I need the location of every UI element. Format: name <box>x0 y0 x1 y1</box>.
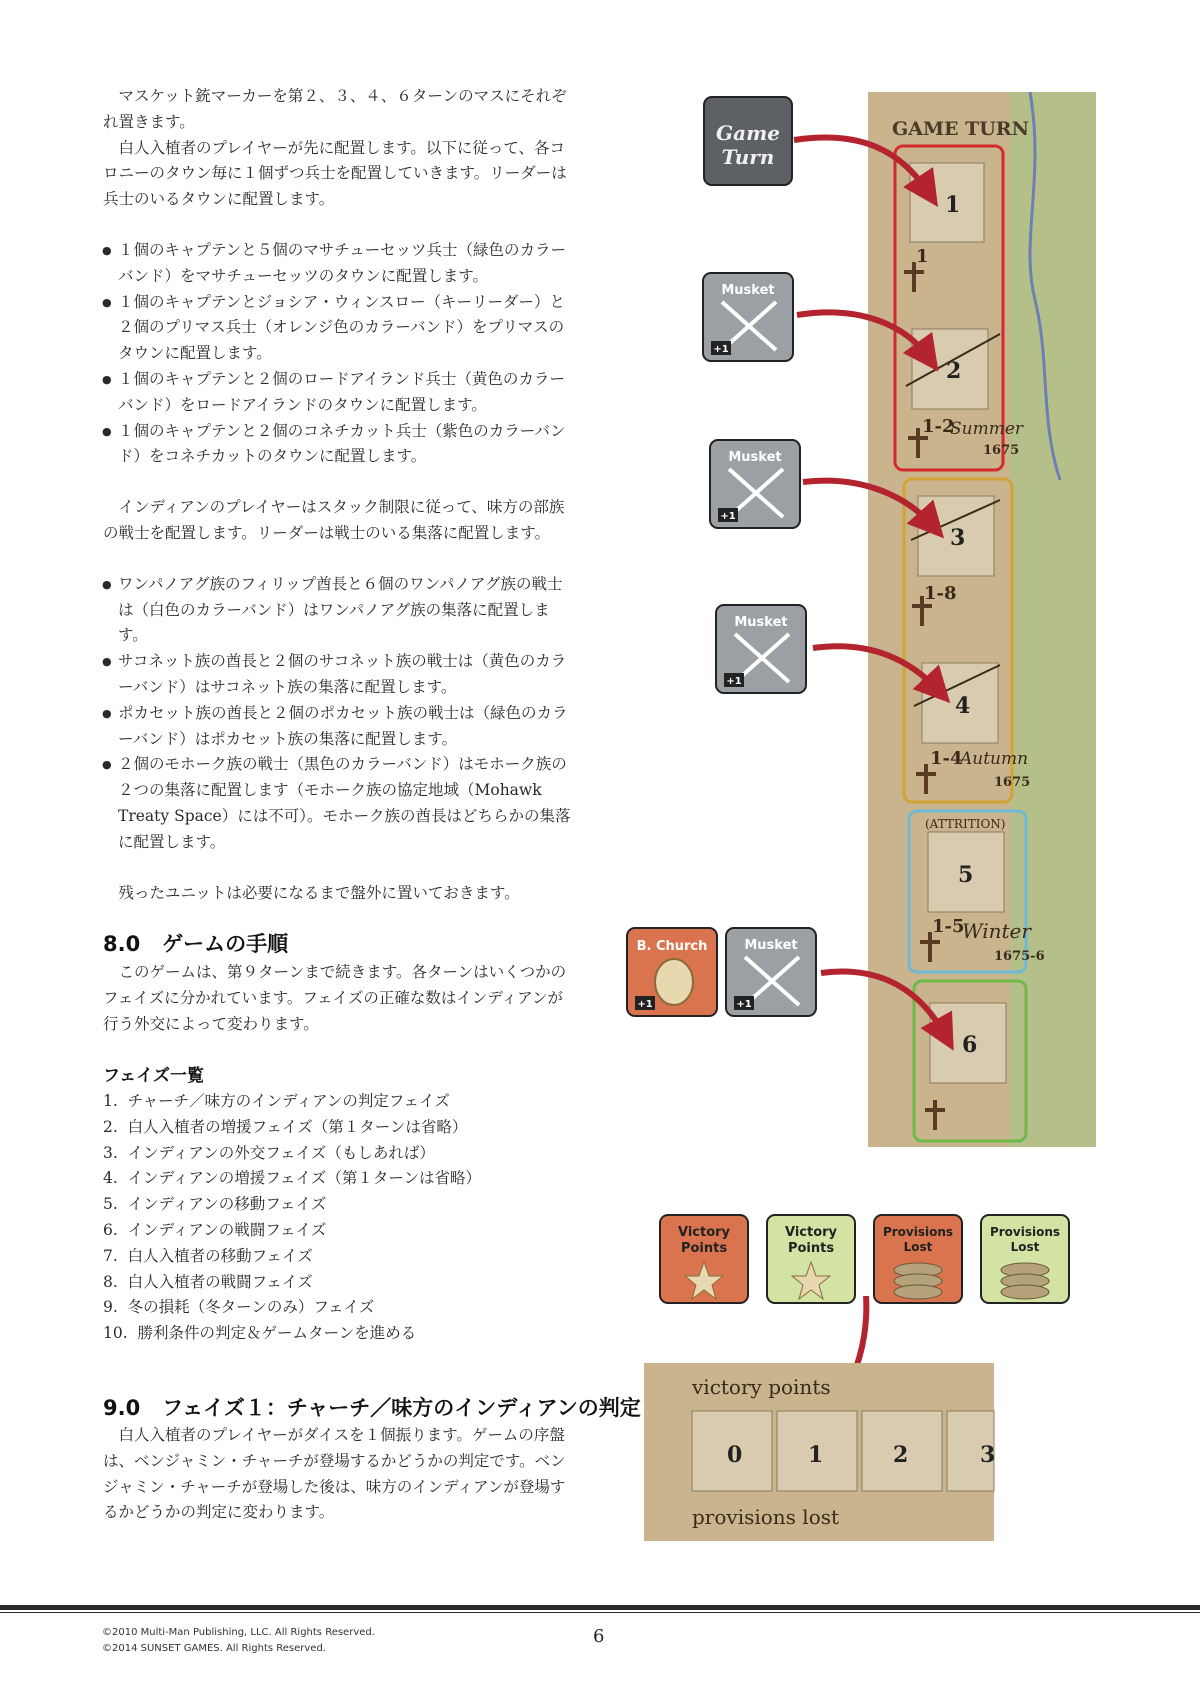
list-item: 3. インディアンの外交フェイズ（もしあれば） <box>103 1143 435 1162</box>
musket-marker <box>710 440 800 528</box>
phase-list-heading: フェイズ一覧 <box>103 1066 204 1086</box>
section-8-paragraph: このゲームは、第９ターンまで続きます。各ターンはいくつかのフェイズに分かれています。フェイズの正確な数はインディアンが行う外交によって変わります。 <box>103 963 567 1033</box>
intro-paragraph-4: 残ったユニットは必要になるまで盤外に置いておきます。 <box>118 883 520 902</box>
victory-points-marker <box>660 1215 748 1303</box>
victory-points-marker <box>767 1215 855 1303</box>
page-number: 6 <box>593 1626 605 1647</box>
musket-marker <box>703 273 793 361</box>
turn-number: 1 <box>945 192 961 218</box>
track-subtitle: provisions lost <box>692 1505 840 1529</box>
season-name: Autumn <box>960 749 1029 769</box>
list-item: 5. インディアンの移動フェイズ <box>103 1195 327 1214</box>
intro-paragraph-1: マスケット銃マーカーを第２、３、４、６ターンのマスにそれぞれ置きます。 <box>103 87 567 131</box>
footer-rule <box>0 1605 1200 1610</box>
marker-label: Victory <box>784 1225 838 1240</box>
musket-marker <box>726 928 816 1016</box>
season-value: 1-2 <box>922 416 955 437</box>
marker-label: Provisions <box>882 1225 954 1239</box>
copyright-line: ©2010 Multi-Man Publishing, LLC. All Rights Reserved. <box>102 1627 375 1638</box>
season-name: Summer <box>950 419 1024 439</box>
provisions-lost-marker <box>874 1215 962 1303</box>
section-title: フェイズ１：チャーチ／味方のインディアンの判定 <box>162 1396 641 1420</box>
plus-one-badge: +1 <box>736 999 752 1010</box>
list-item: 2. 白人入植者の増援フェイズ（第１ターンは省略） <box>103 1117 468 1136</box>
section-number: 9.0 <box>103 1396 141 1420</box>
portrait-icon <box>655 959 693 1005</box>
season-value: 1-8 <box>924 583 957 604</box>
season-value: 1-5 <box>932 916 965 937</box>
season-year: 1675-6 <box>994 949 1045 964</box>
list-item: ● １個のキャプテンと５個のマサチューセッツ兵士（緑色のカラーバンド）をマサチューセッツのタウンに配置します。 <box>103 238 578 290</box>
turn-number: 2 <box>946 358 962 384</box>
plus-one-badge: +1 <box>637 999 653 1010</box>
section-title: ゲームの手順 <box>162 932 289 956</box>
turn-number: 3 <box>950 525 966 551</box>
list-item: 1. チャーチ／味方のインディアンの判定フェイズ <box>103 1092 450 1110</box>
turn-box <box>910 163 984 242</box>
plus-one-badge: +1 <box>720 511 736 522</box>
list-item: ● １個のキャプテンとジョシア・ウィンスロー（キーリーダー）と２個のプリマス兵士（オレンジ色のカラーバンド）をプリマスのタウンに配置します。 <box>103 290 578 367</box>
season-year: 1675 <box>983 443 1020 458</box>
track-cell-number: 0 <box>727 1442 743 1468</box>
marker-label: Musket <box>734 615 788 630</box>
footer-rule <box>0 1612 1200 1613</box>
musket-marker <box>716 605 806 693</box>
marker-label: Lost <box>1010 1240 1040 1254</box>
turn-number: 5 <box>958 862 974 888</box>
season-value: 1 <box>916 246 929 267</box>
marker-label: Points <box>680 1241 728 1256</box>
list-item: 10. 勝利条件の判定＆ゲームターンを進める <box>103 1324 417 1343</box>
turn-box <box>928 832 1004 912</box>
track-cell-number: 3 <box>980 1442 996 1468</box>
intro-paragraph-2: 白人入植者のプレイヤーが先に配置します。以下に従って、各コロニーのタウン毎に１個ずつ兵士を配置していきます。リーダーは兵士のいるタウンに配置します。 <box>103 138 567 209</box>
plus-one-badge: +1 <box>726 676 742 687</box>
track-cell-number: 2 <box>893 1442 909 1468</box>
attrition-label: (ATTRITION) <box>925 817 1006 831</box>
marker-label: B. Church <box>636 939 708 954</box>
list-item: ● サコネット族の酋長と２個のサコネット族の戦士は（黄色のカラーバンド）はサコネット族の集落に配置します。 <box>103 649 578 701</box>
list-item: ● １個のキャプテンと２個のコネチカット兵士（紫色のカラーバンド）をコネチカットのタウンに配置します。 <box>103 419 578 471</box>
list-item: ● ワンパノアグ族のフィリップ酋長と６個のワンパノアグ族の戦士は（白色のカラーバンド）はワンパノアグ族の集落に配置します。 <box>103 572 578 649</box>
list-item: ● ポカセット族の酋長と２個のポカセット族の戦士は（緑色のカラーバンド）はポカセット族の集落に配置します。 <box>103 701 578 753</box>
list-item: 9. 冬の損耗（冬ターンのみ）フェイズ <box>103 1298 375 1317</box>
barrels-icon <box>1001 1263 1049 1299</box>
marker-label: Musket <box>744 938 798 953</box>
season-name: Winter <box>962 919 1031 943</box>
marker-label: Victory <box>677 1225 731 1240</box>
season-value: 1-4 <box>930 748 963 769</box>
section-9-paragraph: 白人入植者のプレイヤーがダイスを１個振ります。ゲームの序盤は、ベンジャミン・チャーチが登場するかどうかの判定です。ベンジャミン・チャーチが登場した後は、味方のインディアンが登場するかどうかの判定に変わります。 <box>103 1426 566 1522</box>
track-cell-number: 1 <box>808 1442 824 1468</box>
marker-label: Provisions <box>989 1225 1061 1239</box>
provisions-lost-marker <box>981 1215 1069 1303</box>
turn-box <box>912 329 988 409</box>
plus-one-badge: +1 <box>713 344 729 355</box>
section-number: 8.0 <box>103 932 141 956</box>
track-title: victory points <box>692 1375 831 1399</box>
marker-label: Musket <box>721 283 775 298</box>
marker-label: Musket <box>728 450 782 465</box>
turn-box <box>922 663 998 743</box>
list-item: 6. インディアンの戦闘フェイズ <box>103 1220 327 1239</box>
marker-label: Turn <box>721 145 775 169</box>
barrels-icon <box>894 1263 942 1299</box>
turn-number: 6 <box>962 1032 978 1058</box>
list-item: 8. 白人入植者の戦闘フェイズ <box>103 1272 313 1291</box>
copyright-line: ©2014 SUNSET GAMES. All Rights Reserved. <box>102 1643 326 1654</box>
turn-box <box>930 1003 1006 1083</box>
marker-label: Game <box>716 121 780 145</box>
turn-number: 4 <box>955 693 971 719</box>
intro-paragraph-3: インディアンのプレイヤーはスタック制限に従って、味方の部族の戦士を配置します。リーダーは戦士のいる集落に配置します。 <box>103 498 565 542</box>
marker-label: Lost <box>903 1240 933 1254</box>
victory-points-track <box>644 1363 995 1541</box>
season-year: 1675 <box>994 775 1031 790</box>
list-item: 7. 白人入植者の移動フェイズ <box>103 1246 313 1265</box>
marker-label: Points <box>787 1241 835 1256</box>
list-item: 4. インディアンの増援フェイズ（第１ターンは省略） <box>103 1169 482 1188</box>
game-turn-marker <box>704 97 792 185</box>
list-item: ● ２個のモホーク族の戦士（黒色のカラーバンド）はモホーク族の２つの集落に配置します（モホーク族の協定地域（Mohawk Treaty Space）には不可）。モホーク族の酋長はどちらかの集落に配置します。 <box>103 752 578 855</box>
list-item: ● １個のキャプテンと２個のロードアイランド兵士（黄色のカラーバンド）をロードアイランドのタウンに配置します。 <box>103 367 578 419</box>
church-marker <box>627 928 717 1016</box>
track-header: GAME TURN <box>892 118 1029 140</box>
